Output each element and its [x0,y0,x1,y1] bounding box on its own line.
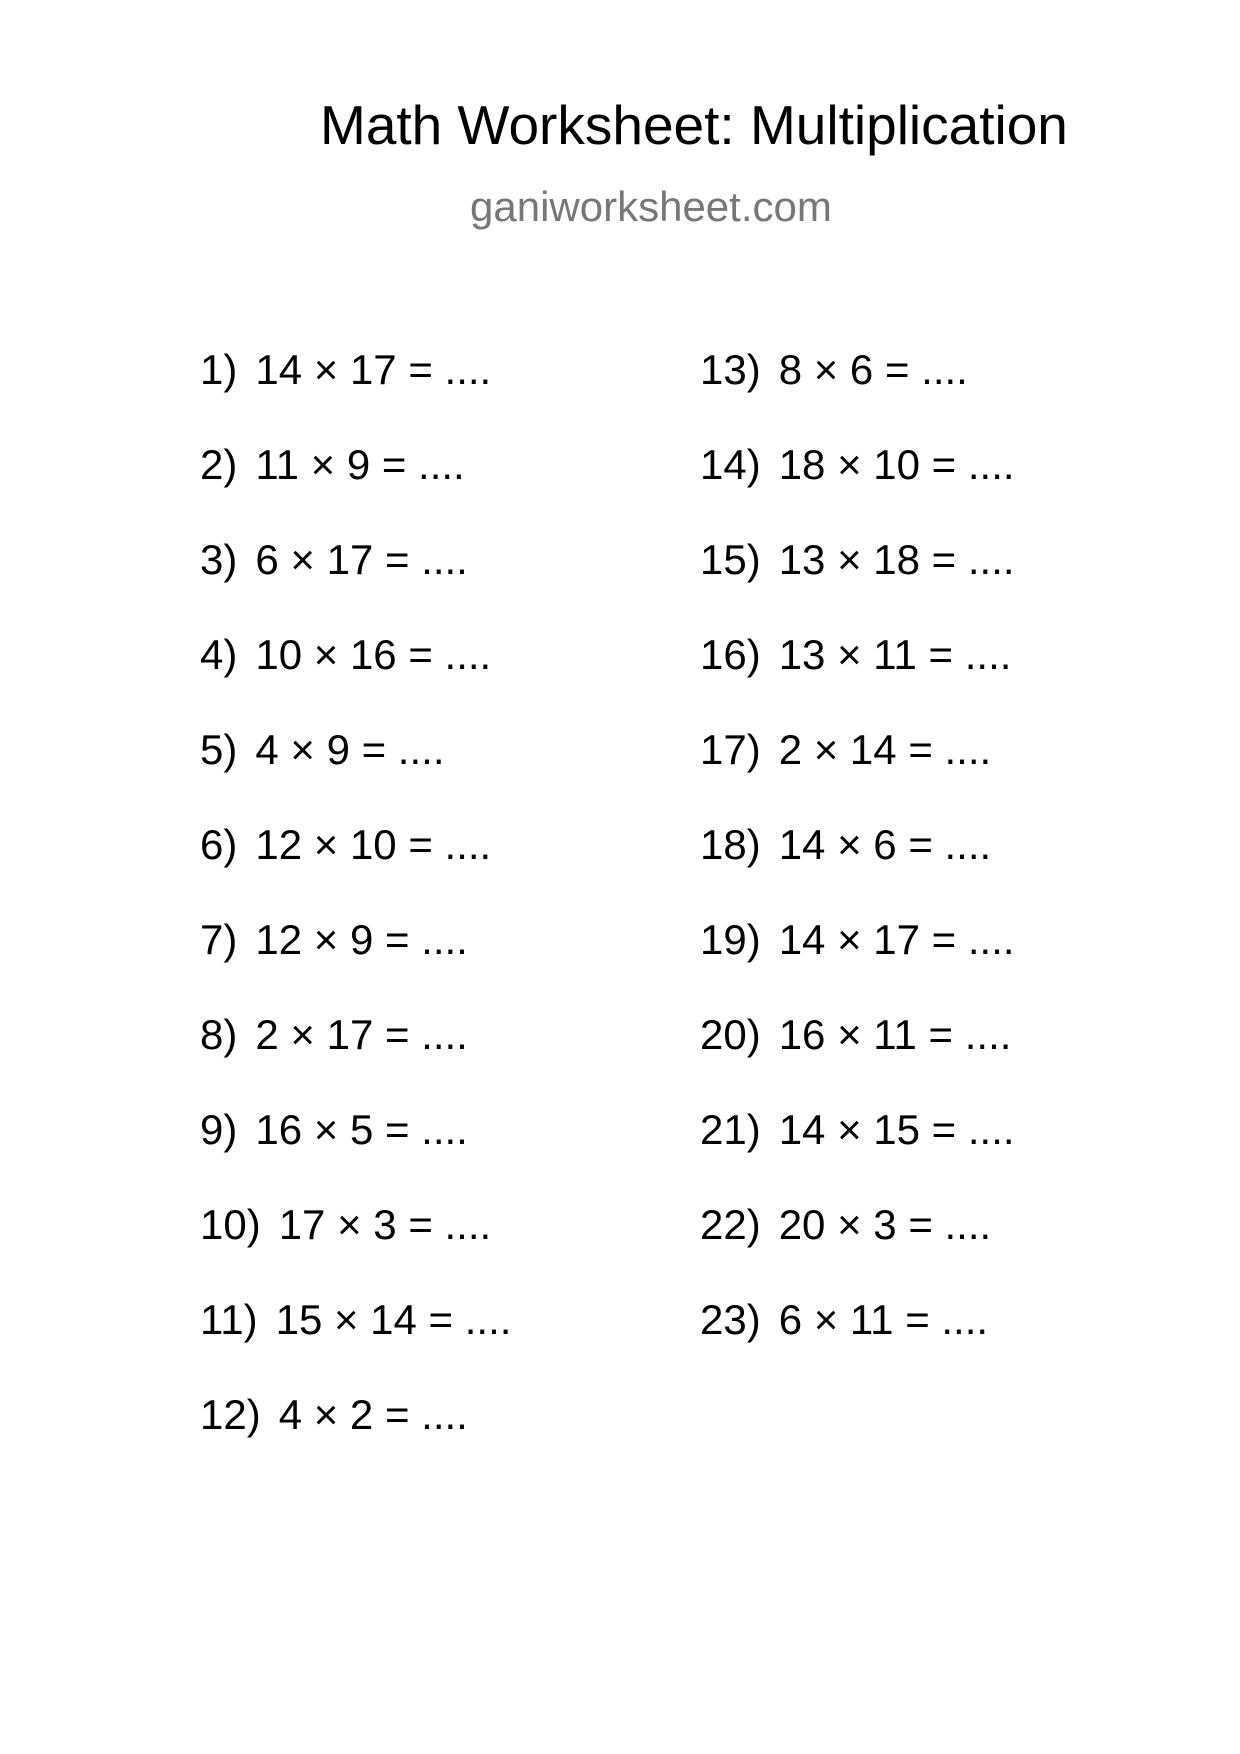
problem-expression: 2 × 14 = .... [778,726,992,773]
problem-number: 10) [200,1201,261,1248]
problem-expression: 11 × 9 = .... [255,441,465,488]
problem-expression: 4 × 9 = .... [255,726,445,773]
problem-expression: 15 × 14 = .... [275,1296,512,1343]
problem-number: 19) [700,916,761,963]
problem-item [200,821,511,919]
problem-item [200,1296,512,1394]
problem-number: 14) [700,441,761,488]
problem-item [200,346,511,444]
page-title: Math Worksheet: Multiplication [320,94,1068,156]
problem-item [200,536,511,634]
problem-expression: 20 × 3 = .... [778,1201,992,1248]
problem-item [700,536,1015,634]
problem-item [700,726,1015,824]
problem-item [200,631,511,729]
problem-number: 9) [200,1106,238,1153]
problem-number: 3) [200,536,238,583]
problem-number: 13) [700,346,761,393]
problem-expression: 14 × 15 = .... [778,1106,1015,1153]
problem-expression: 14 × 17 = .... [255,346,492,393]
problem-item [700,1201,1015,1299]
problem-item [700,346,1015,444]
problem-number: 22) [700,1201,761,1248]
problem-expression: 6 × 11 = .... [778,1296,989,1343]
problem-expression: 12 × 10 = .... [255,821,492,868]
problem-item [200,1391,511,1489]
problem-number: 2) [200,441,238,488]
problem-number: 8) [200,1011,238,1058]
problem-item [700,441,1015,539]
problem-number: 6) [200,821,238,868]
problem-item [700,1296,1015,1394]
problem-item [700,821,1015,919]
problem-expression: 17 × 3 = .... [278,1201,492,1248]
problem-expression: 6 × 17 = .... [255,536,468,583]
problem-item [200,1011,511,1109]
problem-number: 21) [700,1106,761,1153]
problem-item [200,726,511,824]
problem-number: 17) [700,726,761,773]
problem-item [200,916,511,1014]
problem-item [200,1106,511,1204]
problem-expression: 8 × 6 = .... [778,346,968,393]
problem-expression: 16 × 11 = .... [778,1011,1012,1058]
problem-number: 12) [200,1391,261,1438]
problem-number: 11) [200,1296,258,1343]
problem-expression: 14 × 6 = .... [778,821,992,868]
problem-number: 5) [200,726,238,773]
problem-number: 20) [700,1011,761,1058]
problem-number: 7) [200,916,238,963]
problem-item [200,441,511,539]
problem-expression: 16 × 5 = .... [255,1106,468,1153]
problem-expression: 4 × 2 = .... [278,1391,468,1438]
problem-expression: 14 × 17 = .... [778,916,1015,963]
problem-number: 4) [200,631,238,678]
problem-number: 15) [700,536,761,583]
problem-number: 18) [700,821,761,868]
problem-expression: 13 × 18 = .... [778,536,1015,583]
problem-expression: 13 × 11 = .... [778,631,1012,678]
problem-item [700,916,1015,1014]
problem-item [700,631,1015,729]
problem-list-left [200,346,512,1489]
problem-item [700,1106,1015,1204]
problem-item [200,1201,511,1299]
problem-number: 23) [700,1296,761,1343]
problem-expression: 2 × 17 = .... [255,1011,468,1058]
problem-number: 1) [200,346,238,393]
problem-number: 16) [700,631,761,678]
problem-expression: 18 × 10 = .... [778,441,1015,488]
problem-expression: 12 × 9 = .... [255,916,468,963]
problem-expression: 10 × 16 = .... [255,631,492,678]
site-name: ganiworksheet.com [470,183,832,230]
problem-list-right [700,346,1015,1394]
problem-item [700,1011,1015,1109]
